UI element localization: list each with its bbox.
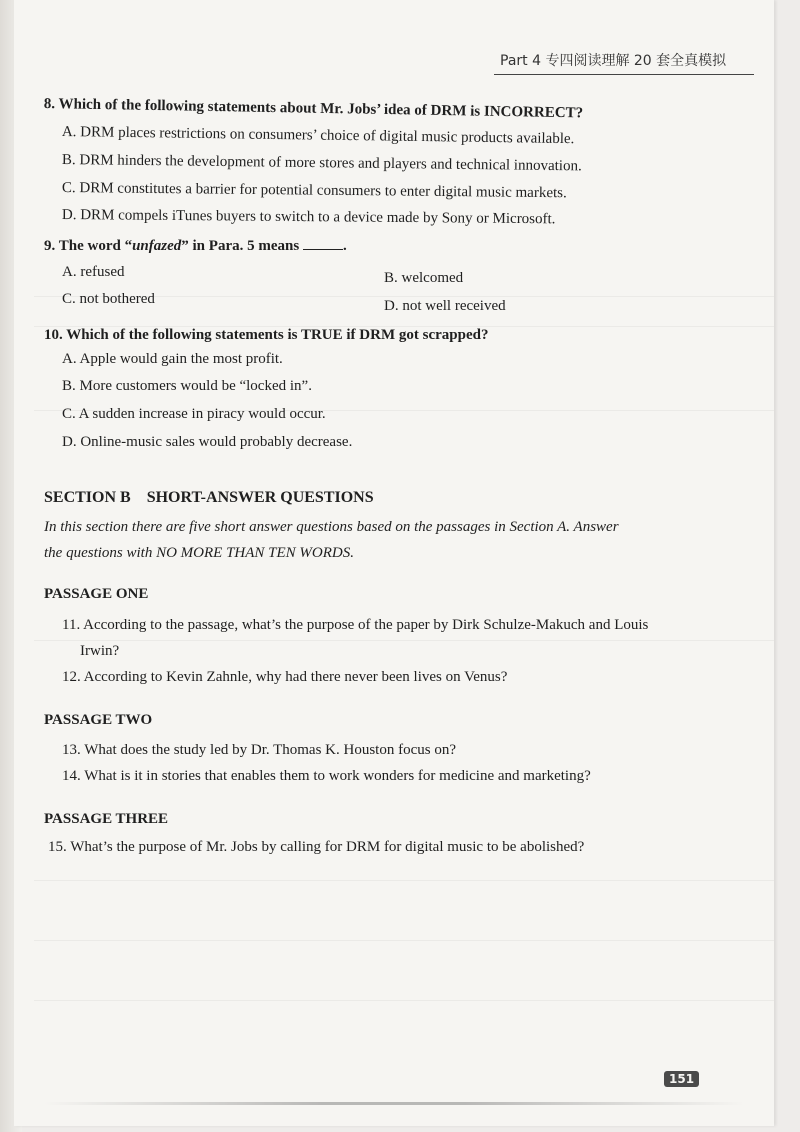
short-answer-question-15: 15. What’s the purpose of Mr. Jobs by calling for DRM for digital music to be abolished? bbox=[48, 839, 585, 855]
page-number: 151 bbox=[664, 1071, 699, 1087]
section-b-title: SECTION B SHORT-ANSWER QUESTIONS bbox=[44, 489, 374, 506]
page-bottom-edge bbox=[44, 1102, 744, 1105]
question-text-emphasis: unfazed bbox=[132, 238, 182, 254]
header-rule bbox=[494, 74, 754, 75]
option-8b: B. DRM hinders the development of more stores and players and technical innovation. bbox=[61, 152, 582, 175]
question-text-pre: The word “ bbox=[58, 238, 133, 254]
passage-three-heading: PASSAGE THREE bbox=[44, 811, 169, 827]
bleed-through-line bbox=[34, 880, 774, 881]
short-answer-question-11-continued: Irwin? bbox=[80, 643, 120, 659]
option-10b: B. More customers would be “locked in”. bbox=[62, 378, 312, 394]
question-number: 10. bbox=[44, 327, 63, 343]
option-8c: C. DRM constitutes a barrier for potential consumers to enter digital music markets. bbox=[61, 180, 567, 202]
bleed-through-line bbox=[34, 940, 774, 941]
option-9c: C. not bothered bbox=[62, 291, 155, 307]
passage-two-heading: PASSAGE TWO bbox=[44, 712, 153, 728]
answer-blank bbox=[303, 237, 343, 250]
option-8a: A. DRM places restrictions on consumers’ choice of digital music products available. bbox=[61, 124, 575, 148]
bleed-through-line bbox=[34, 1000, 774, 1001]
bleed-through-line bbox=[34, 640, 774, 641]
option-9a: A. refused bbox=[62, 264, 125, 280]
short-answer-question-11: 11. According to the passage, what’s the purpose of the paper by Dirk Schulze-Makuch and Louis bbox=[62, 617, 649, 633]
question-text: Which of the following statements about Mr. Jobs’ idea of DRM is INCORRECT? bbox=[58, 96, 584, 122]
section-b-instructions-line1: In this section there are five short answer questions based on the passages in Section A. Answer bbox=[44, 519, 619, 535]
option-8d: D. DRM compels iTunes buyers to switch to a device made by Sony or Microsoft. bbox=[61, 207, 556, 228]
option-9b: B. welcomed bbox=[384, 270, 464, 286]
option-10d: D. Online-music sales would probably decrease. bbox=[62, 434, 353, 450]
short-answer-question-13: 13. What does the study led by Dr. Thomas K. Houston focus on? bbox=[62, 742, 456, 758]
section-b-instructions-line2: the questions with NO MORE THAN TEN WORDS. bbox=[44, 545, 354, 561]
question-text: Which of the following statements is TRUE if DRM got scrapped? bbox=[66, 327, 489, 343]
option-10c: C. A sudden increase in piracy would occur. bbox=[62, 406, 326, 422]
short-answer-question-12: 12. According to Kevin Zahnle, why had there never been lives on Venus? bbox=[62, 669, 508, 685]
option-10a: A. Apple would gain the most profit. bbox=[62, 351, 283, 367]
question-number: 9. bbox=[44, 238, 56, 254]
option-9d: D. not well received bbox=[384, 298, 506, 314]
book-page bbox=[14, 0, 774, 1126]
passage-one-heading: PASSAGE ONE bbox=[44, 586, 149, 602]
question-8 bbox=[44, 96, 584, 122]
question-text-post: ” in Para. 5 means bbox=[181, 238, 300, 254]
question-9: 9. The word “unfazed” in Para. 5 means . bbox=[44, 238, 347, 254]
running-header: Part 4 专四阅读理解 20 套全真模拟 bbox=[500, 53, 727, 69]
short-answer-question-14: 14. What is it in stories that enables them to work wonders for medicine and marketing? bbox=[62, 768, 591, 784]
question-number: 8. bbox=[43, 96, 56, 113]
question-10 bbox=[44, 327, 488, 344]
